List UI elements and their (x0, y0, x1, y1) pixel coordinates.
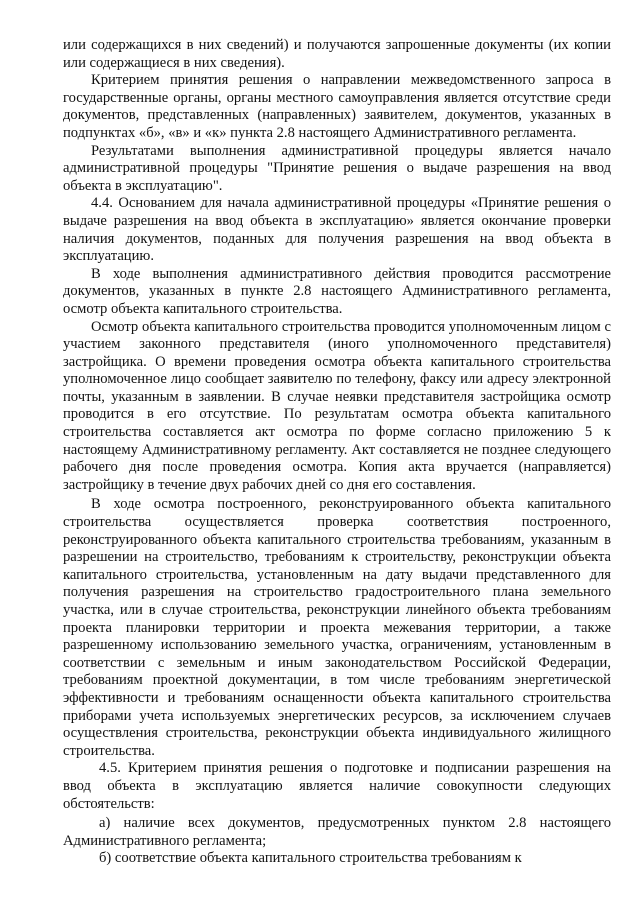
paragraph-4-5: 4.5. Критерием принятия решения о подготовке и подписании разрешения на ввод объекта в эксплуатацию является наличие совокупности следующих обстоятельств: (63, 760, 611, 812)
paragraph-interagency-request-criterion: Критерием принятия решения о направлении межведомственного запроса в государственные органы, органы местного самоуправления является отсутствие среди документов, представленных (направленных) заявителем, документов, указанных в подпунктах «б», «в» и «к» пункта 2.8 настоящего Административного регламента. (63, 72, 611, 141)
paragraph-review-documents: В ходе выполнения административного действия проводится рассмотрение документов, указанных в пункте 2.8 настоящего Административного регламента, осмотр объекта капитального строительства. (63, 265, 611, 317)
paragraph-inspection: Осмотр объекта капитального строительства проводится уполномоченным лицом с участием законного представителя (иного уполномоченного представителя) застройщика. О времени проведения осмотра объекта капитального строительства уполномоченное лицо сообщает заявителю по телефону, факсу или адресу электронной почты, указанным в заявлении. В случае неявки представителя застройщика осмотр проводится в его отсутствие. По результатам осмотра объекта капитального строительства составляется акт осмотра по форме согласно приложению 5 к настоящему Административному регламенту. Акт составляется не позднее следующего рабочего дня после проведения осмотра. Копия акта вручается (направляется) застройщику в течение двух рабочих дней со дня его составления. (63, 318, 611, 493)
paragraph-item-b: б) соответствие объекта капитального строительства требованиям к (99, 850, 522, 867)
paragraph-item-a: а) наличие всех документов, предусмотренных пунктом 2.8 настоящего Административного регламента; (63, 815, 611, 849)
paragraph-procedure-result: Результатами выполнения административной процедуры является начало административной процедуры "Принятие решения о выдаче разрешения на ввод объекта в эксплуатацию". (63, 142, 611, 194)
paragraph-inspection-check: В ходе осмотра построенного, реконструированного объекта капитального строительства осуществляется проверка соответствия построенного, реконструированного объекта капитального строительства требованиям, указанным в разрешении на строительство, требованиям к строительству, реконструкции объекта капитального строительства, установленным на дату выдачи представленного для получения разрешения на строительство градостроительного плана земельного участка, или в случае строительства, реконструкции линейного объекта требованиям проекта планировки территории и проекта межевания территории, а также разрешенному использованию земельного участка, ограничениям, установленным в соответствии с земельным и иным законодательством Российской Федерации, требованиям проектной документации, в том числе требованиям энергетической эффективности и требованиям оснащенности объекта капитального строительства приборами учета используемых энергетических ресурсов, за исключением случаев осуществления строительства, реконструкции объекта индивидуального жилищного строительства. (63, 496, 611, 759)
paragraph-4-4: 4.4. Основанием для начала административной процедуры «Принятие решения о выдаче разрешения на ввод объекта в эксплуатацию» является окончание проверки наличия документов, поданных для получения разрешения на ввод объекта в эксплуатацию. (63, 195, 611, 265)
paragraph-continuation: или содержащихся в них сведений) и получаются запрошенные документы (их копии или содержащиеся в них сведения). (63, 37, 611, 71)
